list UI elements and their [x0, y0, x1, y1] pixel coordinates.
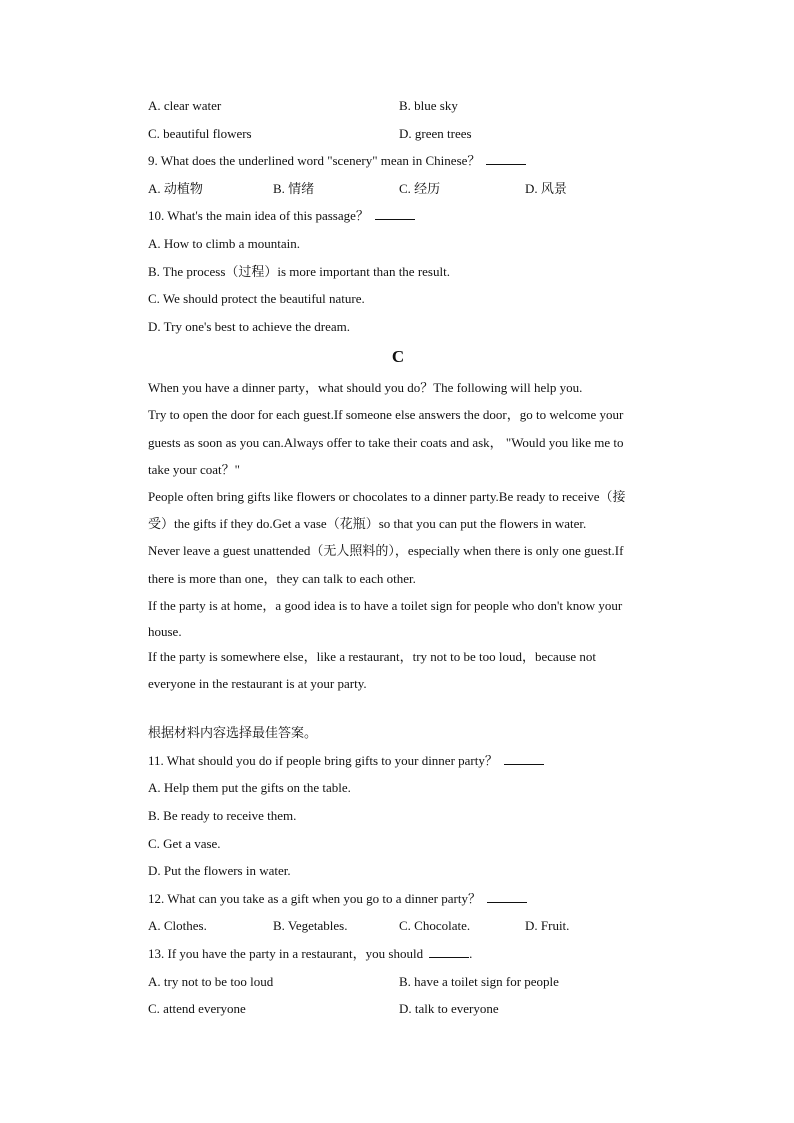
q10-question — [148, 208, 415, 224]
q10-option-a[interactable]: A. How to climb a mountain. — [148, 236, 301, 251]
passage-line: Try to open the door for each guest.If someone else answers the door，go to welcome your — [148, 407, 624, 422]
q9-option-d[interactable]: D. 风景 — [525, 181, 567, 196]
q12-option-b[interactable]: B. Vegetables. — [273, 918, 348, 933]
passage-line: If the party is somewhere else，like a restaurant，try not to be too loud，because not — [148, 649, 597, 664]
passage-line: house. — [148, 624, 182, 639]
q11-option-a[interactable]: A. Help them put the gifts on the table. — [148, 780, 351, 795]
passage-line: If the party is at home，a good idea is to have a toilet sign for people who don't know your — [148, 598, 623, 613]
q13-option-c[interactable]: C. attend everyone — [148, 1001, 246, 1016]
passage-line: Never leave a guest unattended（无人照料的），especially when there is only one guest.If — [148, 543, 624, 558]
q13-option-d[interactable]: D. talk to everyone — [399, 1001, 499, 1016]
q11-question — [148, 753, 544, 769]
q11-answer-blank[interactable] — [504, 753, 544, 765]
q12-text: 12. What can you take as a gift when you go to a dinner party？ — [148, 891, 481, 906]
q11-option-c[interactable]: C. Get a vase. — [148, 836, 221, 851]
q12-answer-blank[interactable] — [487, 891, 527, 903]
section-heading: C — [391, 347, 405, 366]
q13-option-a[interactable]: A. try not to be too loud — [148, 974, 274, 989]
q8-option-c[interactable]: C. beautiful flowers — [148, 126, 252, 141]
q9-option-a[interactable]: A. 动植物 — [148, 181, 203, 196]
passage-line: everyone in the restaurant is at your party. — [148, 676, 367, 691]
q10-option-c[interactable]: C. We should protect the beautiful nature. — [148, 291, 365, 306]
q9-question — [148, 153, 526, 169]
q12-option-a[interactable]: A. Clothes. — [148, 918, 207, 933]
q11-option-b[interactable]: B. Be ready to receive them. — [148, 808, 297, 823]
q10-option-b[interactable]: B. The process（过程）is more important than the result. — [148, 264, 450, 279]
q13-question — [148, 946, 472, 962]
passage-line: When you have a dinner party，what should you do？The following will help you. — [148, 380, 583, 395]
q8-option-a[interactable]: A. clear water — [148, 98, 222, 113]
passage-line: there is more than one，they can talk to each other. — [148, 571, 416, 586]
q13-period: . — [469, 946, 473, 961]
passage-line: 受）the gifts if they do.Get a vase（花瓶）so that you can put the flowers in water. — [148, 516, 587, 531]
passage-line: take your coat？" — [148, 462, 240, 477]
q10-answer-blank[interactable] — [375, 208, 415, 220]
q11-text: 11. What should you do if people bring gifts to your dinner party？ — [148, 753, 498, 768]
passage-line: People often bring gifts like flowers or chocolates to a dinner party.Be ready to receive（接 — [148, 489, 626, 504]
q13-option-b[interactable]: B. have a toilet sign for people — [399, 974, 559, 989]
q9-option-b[interactable]: B. 情绪 — [273, 181, 315, 196]
q13-answer-blank[interactable] — [429, 946, 469, 958]
q12-option-d[interactable]: D. Fruit. — [525, 918, 570, 933]
q9-answer-blank[interactable] — [486, 153, 526, 165]
q11-option-d[interactable]: D. Put the flowers in water. — [148, 863, 291, 878]
passage-line: guests as soon as you can.Always offer to take their coats and ask， "Would you like me to — [148, 435, 624, 450]
q9-option-c[interactable]: C. 经历 — [399, 181, 441, 196]
q10-text: 10. What's the main idea of this passage？ — [148, 208, 369, 223]
q13-text: 13. If you have the party in a restaurant，you should — [148, 946, 424, 961]
q8-option-d[interactable]: D. green trees — [399, 126, 472, 141]
q10-option-d[interactable]: D. Try one's best to achieve the dream. — [148, 319, 350, 334]
q12-option-c[interactable]: C. Chocolate. — [399, 918, 471, 933]
q12-question — [148, 891, 527, 907]
q9-text: 9. What does the underlined word "scenery" mean in Chinese？ — [148, 153, 481, 168]
instruction: 根据材料内容选择最佳答案。 — [148, 725, 318, 740]
q8-option-b[interactable]: B. blue sky — [399, 98, 458, 113]
